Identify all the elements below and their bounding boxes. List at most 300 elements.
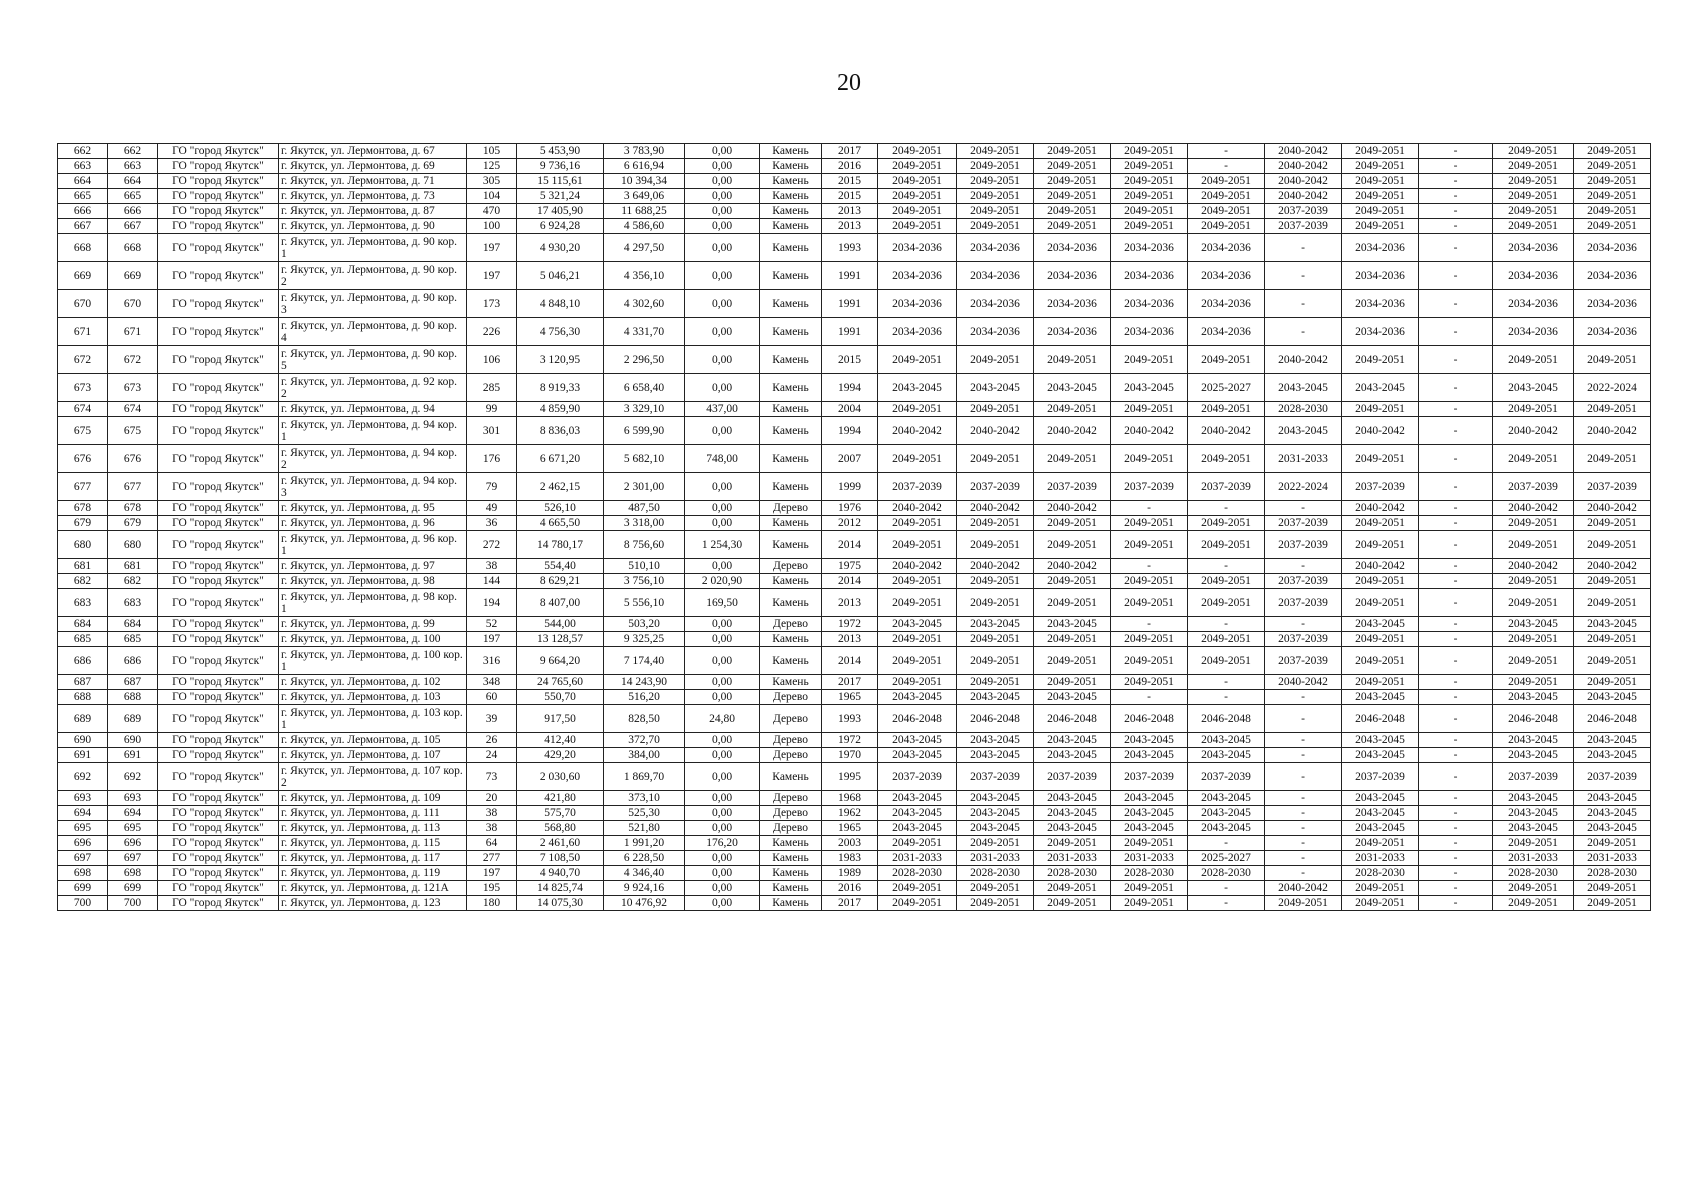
- cell-record-number: 695: [108, 821, 158, 836]
- cell-period-hot-water: 2049-2051: [1188, 647, 1265, 675]
- cell-period-gas: -: [1419, 559, 1493, 574]
- cell-address: г. Якутск, ул. Лермонтова, д. 98: [279, 574, 467, 589]
- cell-period-facade: 2034-2036: [957, 318, 1034, 346]
- cell-period-facade: 2037-2039: [957, 763, 1034, 791]
- cell-municipality: ГО "город Якутск": [158, 501, 279, 516]
- cell-municipality: ГО "город Якутск": [158, 632, 279, 647]
- cell-period-foundation: 2043-2045: [1034, 748, 1111, 763]
- cell-period-gas: -: [1419, 219, 1493, 234]
- cell-address: г. Якутск, ул. Лермонтова, д. 87: [279, 204, 467, 219]
- cell-wall-material: Камень: [760, 632, 822, 647]
- cell-period-foundation: 2049-2051: [1034, 516, 1111, 531]
- cell-period-elevator: -: [1265, 262, 1342, 290]
- cell-nonresidential-area: 0,00: [685, 632, 760, 647]
- cell-row-number: 682: [58, 574, 108, 589]
- cell-period-roof: 2034-2036: [878, 234, 957, 262]
- cell-period-hot-water: -: [1188, 617, 1265, 632]
- cell-year-built: 2013: [822, 632, 878, 647]
- cell-period-gas: -: [1419, 574, 1493, 589]
- cell-period-roof: 2037-2039: [878, 473, 957, 501]
- cell-address: г. Якутск, ул. Лермонтова, д. 96: [279, 516, 467, 531]
- cell-wall-material: Камень: [760, 896, 822, 911]
- cell-address: г. Якутск, ул. Лермонтова, д. 123: [279, 896, 467, 911]
- cell-row-number: 676: [58, 445, 108, 473]
- table-row: [58, 204, 1651, 219]
- cell-total-area: 421,80: [517, 791, 604, 806]
- cell-period-gas: -: [1419, 473, 1493, 501]
- cell-municipality: ГО "город Якутск": [158, 219, 279, 234]
- cell-address: г. Якутск, ул. Лермонтова, д. 92 кор. 2: [279, 374, 467, 402]
- cell-living-area: 6 616,94: [604, 159, 685, 174]
- cell-record-number: 688: [108, 690, 158, 705]
- cell-row-number: 677: [58, 473, 108, 501]
- cell-total-area: 4 756,30: [517, 318, 604, 346]
- cell-year-built: 2014: [822, 531, 878, 559]
- cell-municipality: ГО "город Якутск": [158, 748, 279, 763]
- cell-period-gas: -: [1419, 159, 1493, 174]
- cell-period-hot-water: 2034-2036: [1188, 318, 1265, 346]
- cell-row-number: 694: [58, 806, 108, 821]
- cell-address: г. Якутск, ул. Лермонтова, д. 90 кор. 2: [279, 262, 467, 290]
- cell-period-electricity: 2049-2051: [1574, 647, 1651, 675]
- table-row: [58, 402, 1651, 417]
- cell-wall-material: Камень: [760, 473, 822, 501]
- cell-period-heating: 2031-2033: [1111, 851, 1188, 866]
- cell-period-gas: -: [1419, 290, 1493, 318]
- cell-row-number: 693: [58, 791, 108, 806]
- cell-nonresidential-area: 0,00: [685, 374, 760, 402]
- cell-period-sewerage: 2037-2039: [1493, 763, 1574, 791]
- cell-living-area: 4 586,60: [604, 219, 685, 234]
- cell-address: г. Якутск, ул. Лермонтова, д. 121А: [279, 881, 467, 896]
- table-row: [58, 617, 1651, 632]
- cell-period-hot-water: 2040-2042: [1188, 417, 1265, 445]
- cell-period-electricity: 2046-2048: [1574, 705, 1651, 733]
- cell-period-foundation: 2034-2036: [1034, 234, 1111, 262]
- cell-period-elevator: 2040-2042: [1265, 144, 1342, 159]
- cell-period-elevator: 2037-2039: [1265, 574, 1342, 589]
- cell-nonresidential-area: 0,00: [685, 189, 760, 204]
- cell-period-hot-water: 2034-2036: [1188, 262, 1265, 290]
- cell-period-cold-water: 2034-2036: [1342, 318, 1419, 346]
- cell-row-number: 700: [58, 896, 108, 911]
- cell-wall-material: Дерево: [760, 821, 822, 836]
- cell-period-cold-water: 2043-2045: [1342, 690, 1419, 705]
- cell-address: г. Якутск, ул. Лермонтова, д. 119: [279, 866, 467, 881]
- cell-nonresidential-area: 0,00: [685, 290, 760, 318]
- cell-period-foundation: 2049-2051: [1034, 574, 1111, 589]
- cell-period-hot-water: -: [1188, 881, 1265, 896]
- cell-period-foundation: 2046-2048: [1034, 705, 1111, 733]
- cell-period-foundation: 2031-2033: [1034, 851, 1111, 866]
- cell-period-heating: 2040-2042: [1111, 417, 1188, 445]
- cell-period-heating: 2049-2051: [1111, 881, 1188, 896]
- cell-residents: 197: [467, 632, 517, 647]
- cell-row-number: 666: [58, 204, 108, 219]
- cell-period-facade: 2049-2051: [957, 881, 1034, 896]
- cell-address: г. Якутск, ул. Лермонтова, д. 96 кор. 1: [279, 531, 467, 559]
- cell-period-facade: 2031-2033: [957, 851, 1034, 866]
- cell-period-electricity: 2049-2051: [1574, 445, 1651, 473]
- cell-period-facade: 2037-2039: [957, 473, 1034, 501]
- cell-residents: 195: [467, 881, 517, 896]
- cell-period-facade: 2034-2036: [957, 262, 1034, 290]
- cell-row-number: 686: [58, 647, 108, 675]
- cell-period-foundation: 2049-2051: [1034, 219, 1111, 234]
- cell-municipality: ГО "город Якутск": [158, 705, 279, 733]
- cell-wall-material: Камень: [760, 866, 822, 881]
- cell-period-roof: 2040-2042: [878, 501, 957, 516]
- cell-nonresidential-area: 0,00: [685, 417, 760, 445]
- cell-period-hot-water: -: [1188, 559, 1265, 574]
- cell-record-number: 697: [108, 851, 158, 866]
- cell-living-area: 10 476,92: [604, 896, 685, 911]
- cell-period-heating: 2049-2051: [1111, 531, 1188, 559]
- cell-period-roof: 2049-2051: [878, 174, 957, 189]
- cell-living-area: 1 869,70: [604, 763, 685, 791]
- cell-period-roof: 2040-2042: [878, 559, 957, 574]
- cell-period-cold-water: 2034-2036: [1342, 234, 1419, 262]
- cell-period-heating: 2037-2039: [1111, 763, 1188, 791]
- cell-row-number: 696: [58, 836, 108, 851]
- cell-nonresidential-area: 0,00: [685, 763, 760, 791]
- cell-row-number: 697: [58, 851, 108, 866]
- cell-record-number: 675: [108, 417, 158, 445]
- cell-period-gas: -: [1419, 346, 1493, 374]
- cell-period-cold-water: 2040-2042: [1342, 417, 1419, 445]
- cell-record-number: 674: [108, 402, 158, 417]
- table-row: [58, 318, 1651, 346]
- cell-address: г. Якутск, ул. Лермонтова, д. 69: [279, 159, 467, 174]
- cell-living-area: 828,50: [604, 705, 685, 733]
- cell-municipality: ГО "город Якутск": [158, 346, 279, 374]
- cell-total-area: 4 859,90: [517, 402, 604, 417]
- cell-period-facade: 2043-2045: [957, 791, 1034, 806]
- cell-record-number: 670: [108, 290, 158, 318]
- table-row: [58, 144, 1651, 159]
- cell-living-area: 3 783,90: [604, 144, 685, 159]
- cell-wall-material: Камень: [760, 174, 822, 189]
- table-row: [58, 806, 1651, 821]
- table-row: [58, 445, 1651, 473]
- cell-period-cold-water: 2043-2045: [1342, 806, 1419, 821]
- cell-wall-material: Дерево: [760, 690, 822, 705]
- cell-period-hot-water: 2049-2051: [1188, 174, 1265, 189]
- table-row: [58, 851, 1651, 866]
- cell-period-sewerage: 2043-2045: [1493, 806, 1574, 821]
- cell-period-foundation: 2037-2039: [1034, 763, 1111, 791]
- cell-period-heating: 2046-2048: [1111, 705, 1188, 733]
- cell-address: г. Якутск, ул. Лермонтова, д. 99: [279, 617, 467, 632]
- cell-municipality: ГО "город Якутск": [158, 574, 279, 589]
- cell-row-number: 667: [58, 219, 108, 234]
- table-row: [58, 159, 1651, 174]
- cell-year-built: 1970: [822, 748, 878, 763]
- cell-living-area: 4 346,40: [604, 866, 685, 881]
- cell-period-hot-water: 2049-2051: [1188, 531, 1265, 559]
- cell-period-facade: 2049-2051: [957, 836, 1034, 851]
- cell-period-roof: 2049-2051: [878, 189, 957, 204]
- cell-residents: 197: [467, 234, 517, 262]
- cell-period-gas: -: [1419, 748, 1493, 763]
- cell-wall-material: Камень: [760, 346, 822, 374]
- cell-period-heating: 2037-2039: [1111, 473, 1188, 501]
- cell-living-area: 3 756,10: [604, 574, 685, 589]
- cell-period-electricity: 2049-2051: [1574, 574, 1651, 589]
- cell-wall-material: Камень: [760, 417, 822, 445]
- cell-period-heating: 2049-2051: [1111, 647, 1188, 675]
- cell-record-number: 685: [108, 632, 158, 647]
- cell-nonresidential-area: 169,50: [685, 589, 760, 617]
- cell-row-number: 681: [58, 559, 108, 574]
- cell-period-sewerage: 2049-2051: [1493, 144, 1574, 159]
- cell-period-electricity: 2022-2024: [1574, 374, 1651, 402]
- cell-nonresidential-area: 0,00: [685, 647, 760, 675]
- cell-year-built: 2015: [822, 189, 878, 204]
- cell-nonresidential-area: 0,00: [685, 159, 760, 174]
- cell-period-foundation: 2034-2036: [1034, 290, 1111, 318]
- cell-record-number: 664: [108, 174, 158, 189]
- cell-year-built: 2016: [822, 159, 878, 174]
- cell-period-hot-water: 2049-2051: [1188, 574, 1265, 589]
- cell-year-built: 1972: [822, 733, 878, 748]
- cell-period-facade: 2049-2051: [957, 204, 1034, 219]
- cell-period-sewerage: 2034-2036: [1493, 234, 1574, 262]
- cell-period-electricity: 2043-2045: [1574, 748, 1651, 763]
- cell-total-area: 4 665,50: [517, 516, 604, 531]
- cell-period-elevator: -: [1265, 851, 1342, 866]
- cell-period-cold-water: 2049-2051: [1342, 531, 1419, 559]
- cell-period-heating: 2049-2051: [1111, 174, 1188, 189]
- cell-period-elevator: 2049-2051: [1265, 896, 1342, 911]
- cell-record-number: 691: [108, 748, 158, 763]
- table-row: [58, 574, 1651, 589]
- cell-period-hot-water: 2049-2051: [1188, 445, 1265, 473]
- cell-period-heating: -: [1111, 690, 1188, 705]
- cell-address: г. Якутск, ул. Лермонтова, д. 105: [279, 733, 467, 748]
- cell-wall-material: Дерево: [760, 559, 822, 574]
- cell-total-area: 526,10: [517, 501, 604, 516]
- cell-total-area: 6 671,20: [517, 445, 604, 473]
- cell-period-elevator: -: [1265, 763, 1342, 791]
- cell-period-electricity: 2043-2045: [1574, 821, 1651, 836]
- cell-living-area: 525,30: [604, 806, 685, 821]
- cell-wall-material: Камень: [760, 318, 822, 346]
- cell-row-number: 663: [58, 159, 108, 174]
- cell-period-sewerage: 2034-2036: [1493, 262, 1574, 290]
- cell-municipality: ГО "город Якутск": [158, 144, 279, 159]
- cell-period-foundation: 2049-2051: [1034, 144, 1111, 159]
- cell-period-foundation: 2049-2051: [1034, 204, 1111, 219]
- cell-period-roof: 2049-2051: [878, 675, 957, 690]
- cell-year-built: 2016: [822, 881, 878, 896]
- cell-address: г. Якутск, ул. Лермонтова, д. 67: [279, 144, 467, 159]
- cell-record-number: 684: [108, 617, 158, 632]
- cell-record-number: 663: [108, 159, 158, 174]
- cell-period-facade: 2049-2051: [957, 574, 1034, 589]
- cell-period-elevator: 2040-2042: [1265, 159, 1342, 174]
- cell-nonresidential-area: 0,00: [685, 733, 760, 748]
- cell-wall-material: Камень: [760, 219, 822, 234]
- cell-period-electricity: 2049-2051: [1574, 144, 1651, 159]
- cell-period-hot-water: 2028-2030: [1188, 866, 1265, 881]
- cell-period-sewerage: 2049-2051: [1493, 836, 1574, 851]
- cell-total-area: 9 736,16: [517, 159, 604, 174]
- cell-period-foundation: 2049-2051: [1034, 589, 1111, 617]
- cell-residents: 39: [467, 705, 517, 733]
- cell-address: г. Якутск, ул. Лермонтова, д. 94 кор. 2: [279, 445, 467, 473]
- cell-municipality: ГО "город Якутск": [158, 866, 279, 881]
- cell-year-built: 1989: [822, 866, 878, 881]
- cell-living-area: 2 301,00: [604, 473, 685, 501]
- table-row: [58, 473, 1651, 501]
- cell-period-facade: 2049-2051: [957, 144, 1034, 159]
- cell-municipality: ГО "город Якутск": [158, 417, 279, 445]
- cell-residents: 100: [467, 219, 517, 234]
- cell-address: г. Якутск, ул. Лермонтова, д. 90 кор. 3: [279, 290, 467, 318]
- cell-living-area: 8 756,60: [604, 531, 685, 559]
- cell-period-hot-water: 2049-2051: [1188, 219, 1265, 234]
- cell-address: г. Якутск, ул. Лермонтова, д. 94 кор. 1: [279, 417, 467, 445]
- cell-residents: 49: [467, 501, 517, 516]
- cell-record-number: 699: [108, 881, 158, 896]
- cell-period-cold-water: 2043-2045: [1342, 791, 1419, 806]
- cell-period-heating: 2049-2051: [1111, 189, 1188, 204]
- cell-period-foundation: 2043-2045: [1034, 806, 1111, 821]
- cell-municipality: ГО "город Якутск": [158, 516, 279, 531]
- cell-period-electricity: 2049-2051: [1574, 219, 1651, 234]
- cell-period-heating: 2043-2045: [1111, 748, 1188, 763]
- cell-nonresidential-area: 0,00: [685, 866, 760, 881]
- table-row: [58, 501, 1651, 516]
- table-row: [58, 881, 1651, 896]
- housing-register-table: [57, 143, 1651, 911]
- cell-period-roof: 2049-2051: [878, 144, 957, 159]
- cell-period-foundation: 2043-2045: [1034, 617, 1111, 632]
- cell-period-cold-water: 2049-2051: [1342, 574, 1419, 589]
- cell-living-area: 9 325,25: [604, 632, 685, 647]
- cell-period-roof: 2034-2036: [878, 262, 957, 290]
- cell-nonresidential-area: 0,00: [685, 346, 760, 374]
- cell-residents: 125: [467, 159, 517, 174]
- cell-address: г. Якутск, ул. Лермонтова, д. 109: [279, 791, 467, 806]
- cell-address: г. Якутск, ул. Лермонтова, д. 98 кор. 1: [279, 589, 467, 617]
- cell-living-area: 14 243,90: [604, 675, 685, 690]
- cell-living-area: 373,10: [604, 791, 685, 806]
- cell-residents: 272: [467, 531, 517, 559]
- cell-period-cold-water: 2049-2051: [1342, 144, 1419, 159]
- cell-period-heating: 2043-2045: [1111, 374, 1188, 402]
- cell-period-sewerage: 2043-2045: [1493, 791, 1574, 806]
- cell-period-gas: -: [1419, 896, 1493, 911]
- cell-living-area: 9 924,16: [604, 881, 685, 896]
- cell-total-area: 2 462,15: [517, 473, 604, 501]
- cell-period-foundation: 2049-2051: [1034, 836, 1111, 851]
- cell-row-number: 671: [58, 318, 108, 346]
- cell-year-built: 1972: [822, 617, 878, 632]
- cell-year-built: 2014: [822, 574, 878, 589]
- cell-nonresidential-area: 0,00: [685, 881, 760, 896]
- cell-period-electricity: 2034-2036: [1574, 262, 1651, 290]
- cell-record-number: 698: [108, 866, 158, 881]
- cell-period-roof: 2049-2051: [878, 647, 957, 675]
- cell-row-number: 688: [58, 690, 108, 705]
- table-row: [58, 174, 1651, 189]
- cell-period-gas: -: [1419, 733, 1493, 748]
- cell-record-number: 676: [108, 445, 158, 473]
- cell-nonresidential-area: 0,00: [685, 473, 760, 501]
- cell-period-gas: -: [1419, 374, 1493, 402]
- cell-period-cold-water: 2049-2051: [1342, 647, 1419, 675]
- cell-total-area: 917,50: [517, 705, 604, 733]
- cell-total-area: 412,40: [517, 733, 604, 748]
- cell-period-sewerage: 2049-2051: [1493, 189, 1574, 204]
- cell-municipality: ГО "город Якутск": [158, 290, 279, 318]
- cell-row-number: 698: [58, 866, 108, 881]
- cell-period-hot-water: -: [1188, 159, 1265, 174]
- cell-nonresidential-area: 0,00: [685, 219, 760, 234]
- cell-nonresidential-area: 437,00: [685, 402, 760, 417]
- cell-municipality: ГО "город Якутск": [158, 896, 279, 911]
- cell-municipality: ГО "город Якутск": [158, 174, 279, 189]
- cell-period-heating: 2049-2051: [1111, 896, 1188, 911]
- cell-municipality: ГО "город Якутск": [158, 159, 279, 174]
- cell-period-gas: -: [1419, 836, 1493, 851]
- cell-total-area: 4 940,70: [517, 866, 604, 881]
- table-row: [58, 417, 1651, 445]
- cell-total-area: 429,20: [517, 748, 604, 763]
- cell-wall-material: Дерево: [760, 617, 822, 632]
- cell-period-roof: 2043-2045: [878, 374, 957, 402]
- cell-period-sewerage: 2049-2051: [1493, 896, 1574, 911]
- cell-period-elevator: -: [1265, 318, 1342, 346]
- cell-period-electricity: 2043-2045: [1574, 791, 1651, 806]
- cell-row-number: 668: [58, 234, 108, 262]
- cell-address: г. Якутск, ул. Лермонтова, д. 103: [279, 690, 467, 705]
- cell-municipality: ГО "город Якутск": [158, 690, 279, 705]
- cell-residents: 24: [467, 748, 517, 763]
- cell-address: г. Якутск, ул. Лермонтова, д. 90 кор. 5: [279, 346, 467, 374]
- cell-residents: 99: [467, 402, 517, 417]
- cell-row-number: 680: [58, 531, 108, 559]
- cell-period-hot-water: -: [1188, 836, 1265, 851]
- cell-record-number: 694: [108, 806, 158, 821]
- cell-period-foundation: 2034-2036: [1034, 318, 1111, 346]
- cell-address: г. Якутск, ул. Лермонтова, д. 94 кор. 3: [279, 473, 467, 501]
- cell-living-area: 7 174,40: [604, 647, 685, 675]
- cell-period-facade: 2049-2051: [957, 346, 1034, 374]
- cell-period-hot-water: 2037-2039: [1188, 473, 1265, 501]
- cell-period-sewerage: 2049-2051: [1493, 346, 1574, 374]
- cell-period-elevator: -: [1265, 617, 1342, 632]
- cell-nonresidential-area: 0,00: [685, 234, 760, 262]
- cell-year-built: 2007: [822, 445, 878, 473]
- cell-year-built: 2017: [822, 144, 878, 159]
- cell-period-heating: 2049-2051: [1111, 204, 1188, 219]
- cell-nonresidential-area: 0,00: [685, 174, 760, 189]
- cell-period-cold-water: 2049-2051: [1342, 589, 1419, 617]
- cell-period-hot-water: -: [1188, 690, 1265, 705]
- cell-year-built: 1991: [822, 262, 878, 290]
- cell-nonresidential-area: 0,00: [685, 851, 760, 866]
- cell-row-number: 670: [58, 290, 108, 318]
- cell-period-gas: -: [1419, 881, 1493, 896]
- cell-municipality: ГО "город Якутск": [158, 234, 279, 262]
- cell-period-sewerage: 2034-2036: [1493, 290, 1574, 318]
- cell-address: г. Якутск, ул. Лермонтова, д. 97: [279, 559, 467, 574]
- cell-address: г. Якутск, ул. Лермонтова, д. 71: [279, 174, 467, 189]
- cell-period-cold-water: 2049-2051: [1342, 189, 1419, 204]
